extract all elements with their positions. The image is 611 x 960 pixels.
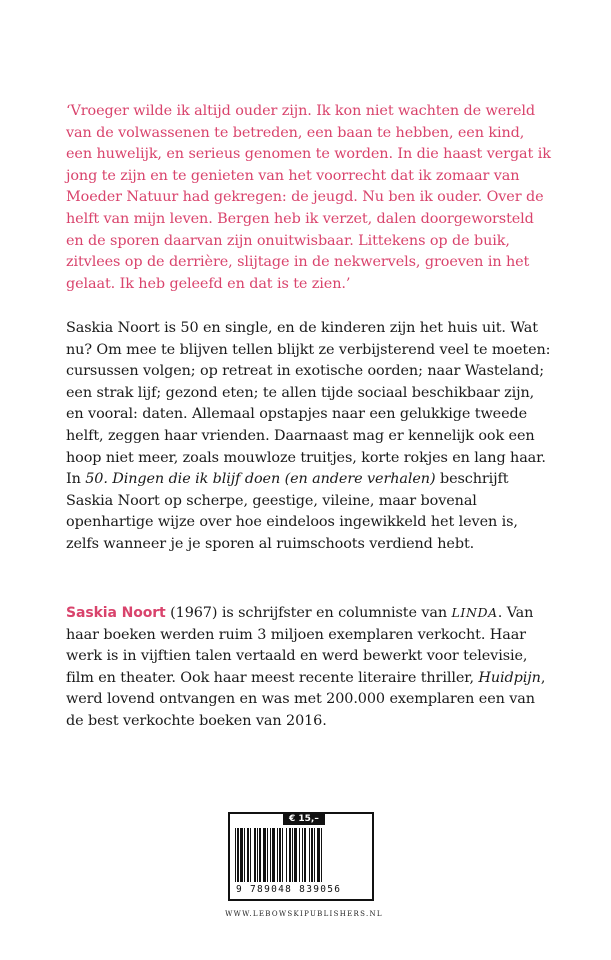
barcode-bar xyxy=(235,828,236,882)
barcode-bar xyxy=(309,828,310,882)
barcode-bar xyxy=(311,828,313,882)
barcode-bar xyxy=(321,828,322,882)
barcode-bar xyxy=(250,828,251,882)
publisher-website: WWW.LEBOWSKIPUBLISHERS.NL xyxy=(225,910,383,918)
isbn-number: 9 789048 839056 xyxy=(236,884,342,895)
barcode-bar xyxy=(286,828,287,882)
barcode-bar xyxy=(317,828,320,882)
barcode-bar xyxy=(294,828,297,882)
barcode-bar xyxy=(314,828,315,882)
barcode-bar xyxy=(279,828,281,882)
barcode-bar xyxy=(259,828,261,882)
barcode-bar xyxy=(254,828,256,882)
barcode-bar xyxy=(299,828,300,882)
thriller-title: Huidpijn xyxy=(478,669,541,686)
barcode-bar xyxy=(240,828,243,882)
barcode-bar xyxy=(292,828,293,882)
barcode-bar xyxy=(289,828,291,882)
barcode-bar xyxy=(282,828,283,882)
barcode-icon xyxy=(233,828,369,884)
price-label: € 15,– xyxy=(283,814,325,825)
description-rest: beschrijft Saskia Noort op scherpe, geestige, vileine, maar bovenal openhartige wijze over hoe eindeloos ingewikkeld het leven is, zelfs wanneer je je sporen al ruimschoots verdiend hebt. xyxy=(66,471,518,552)
description-paragraph: Saskia Noort is 50 en single, en de kinderen zijn het huis uit. Wat nu? Om mee te blijven tellen blijkt ze verbijsterend veel te moeten: cursussen volgen; op retreat in exotische oorden; naar Wasteland; een strak lijf; gezond eten; te allen tijde sociaal beschikbaar zijn, en vooral: daten. Allemaal opstapjes naar een gelukkige tweede helft, zeggen haar vrienden. Daarnaast mag er kennelijk ook een hoop niet meer, zoals mouwloze truitjes, korte rokjes en lang haar. xyxy=(66,320,551,466)
author-bio xyxy=(66,602,551,733)
barcode-bar xyxy=(270,828,271,882)
barcode-bar xyxy=(257,828,258,882)
barcode-bar xyxy=(302,828,303,882)
barcode-bar xyxy=(267,828,268,882)
author-name: Saskia Noort xyxy=(66,605,166,621)
barcode-bar xyxy=(304,828,306,882)
description-lead: In xyxy=(66,471,86,488)
book-title: 50. Dingen die ik blijf doen (en andere verhalen) xyxy=(85,471,436,488)
bio-text-2: . Van haar boeken werden ruim 3 miljoen exemplaren verkocht. Haar werk is in vijftien talen vertaald en werd bewerkt voor televisie, film en theater. Ook haar meest recente literaire thriller, xyxy=(66,605,534,686)
barcode-bar xyxy=(247,828,249,882)
barcode-bar xyxy=(277,828,278,882)
magazine-name: LINDA xyxy=(451,605,498,620)
barcode-bar xyxy=(272,828,275,882)
pull-quote: ‘Vroeger wilde ik altijd ouder zijn. Ik kon niet wachten de wereld van de volwassenen te betreden, een baan te hebben, een kind, een huwelijk, en serieus genomen te worden. In die haast vergat ik jong te zijn en te genieten van het voorrecht dat ik zomaar van Moeder Natuur had gekregen: de jeugd. Nu ben ik ouder. Over de helft van mijn leven. Bergen heb ik verzet, dalen doorgeworsteld en de sporen daarvan zijn onuitwisbaar. Littekens op de buik, zitvlees op de derrière, slijtage in de nekwervels, groeven in het gelaat. Ik heb geleefd en dat is te zien.’ xyxy=(66,103,551,292)
book-description xyxy=(66,318,551,556)
bio-text-3: , werd lovend ontvangen en was met 200.000 exemplaren een van de best verkochte boeken van 2016. xyxy=(66,669,546,729)
description-paragraph-2 xyxy=(66,469,551,555)
barcode-bar xyxy=(244,828,245,882)
barcode-bar xyxy=(263,828,266,882)
bio-text-1: (1967) is schrijfster en columniste van xyxy=(165,605,452,621)
barcode-bar xyxy=(237,828,239,882)
